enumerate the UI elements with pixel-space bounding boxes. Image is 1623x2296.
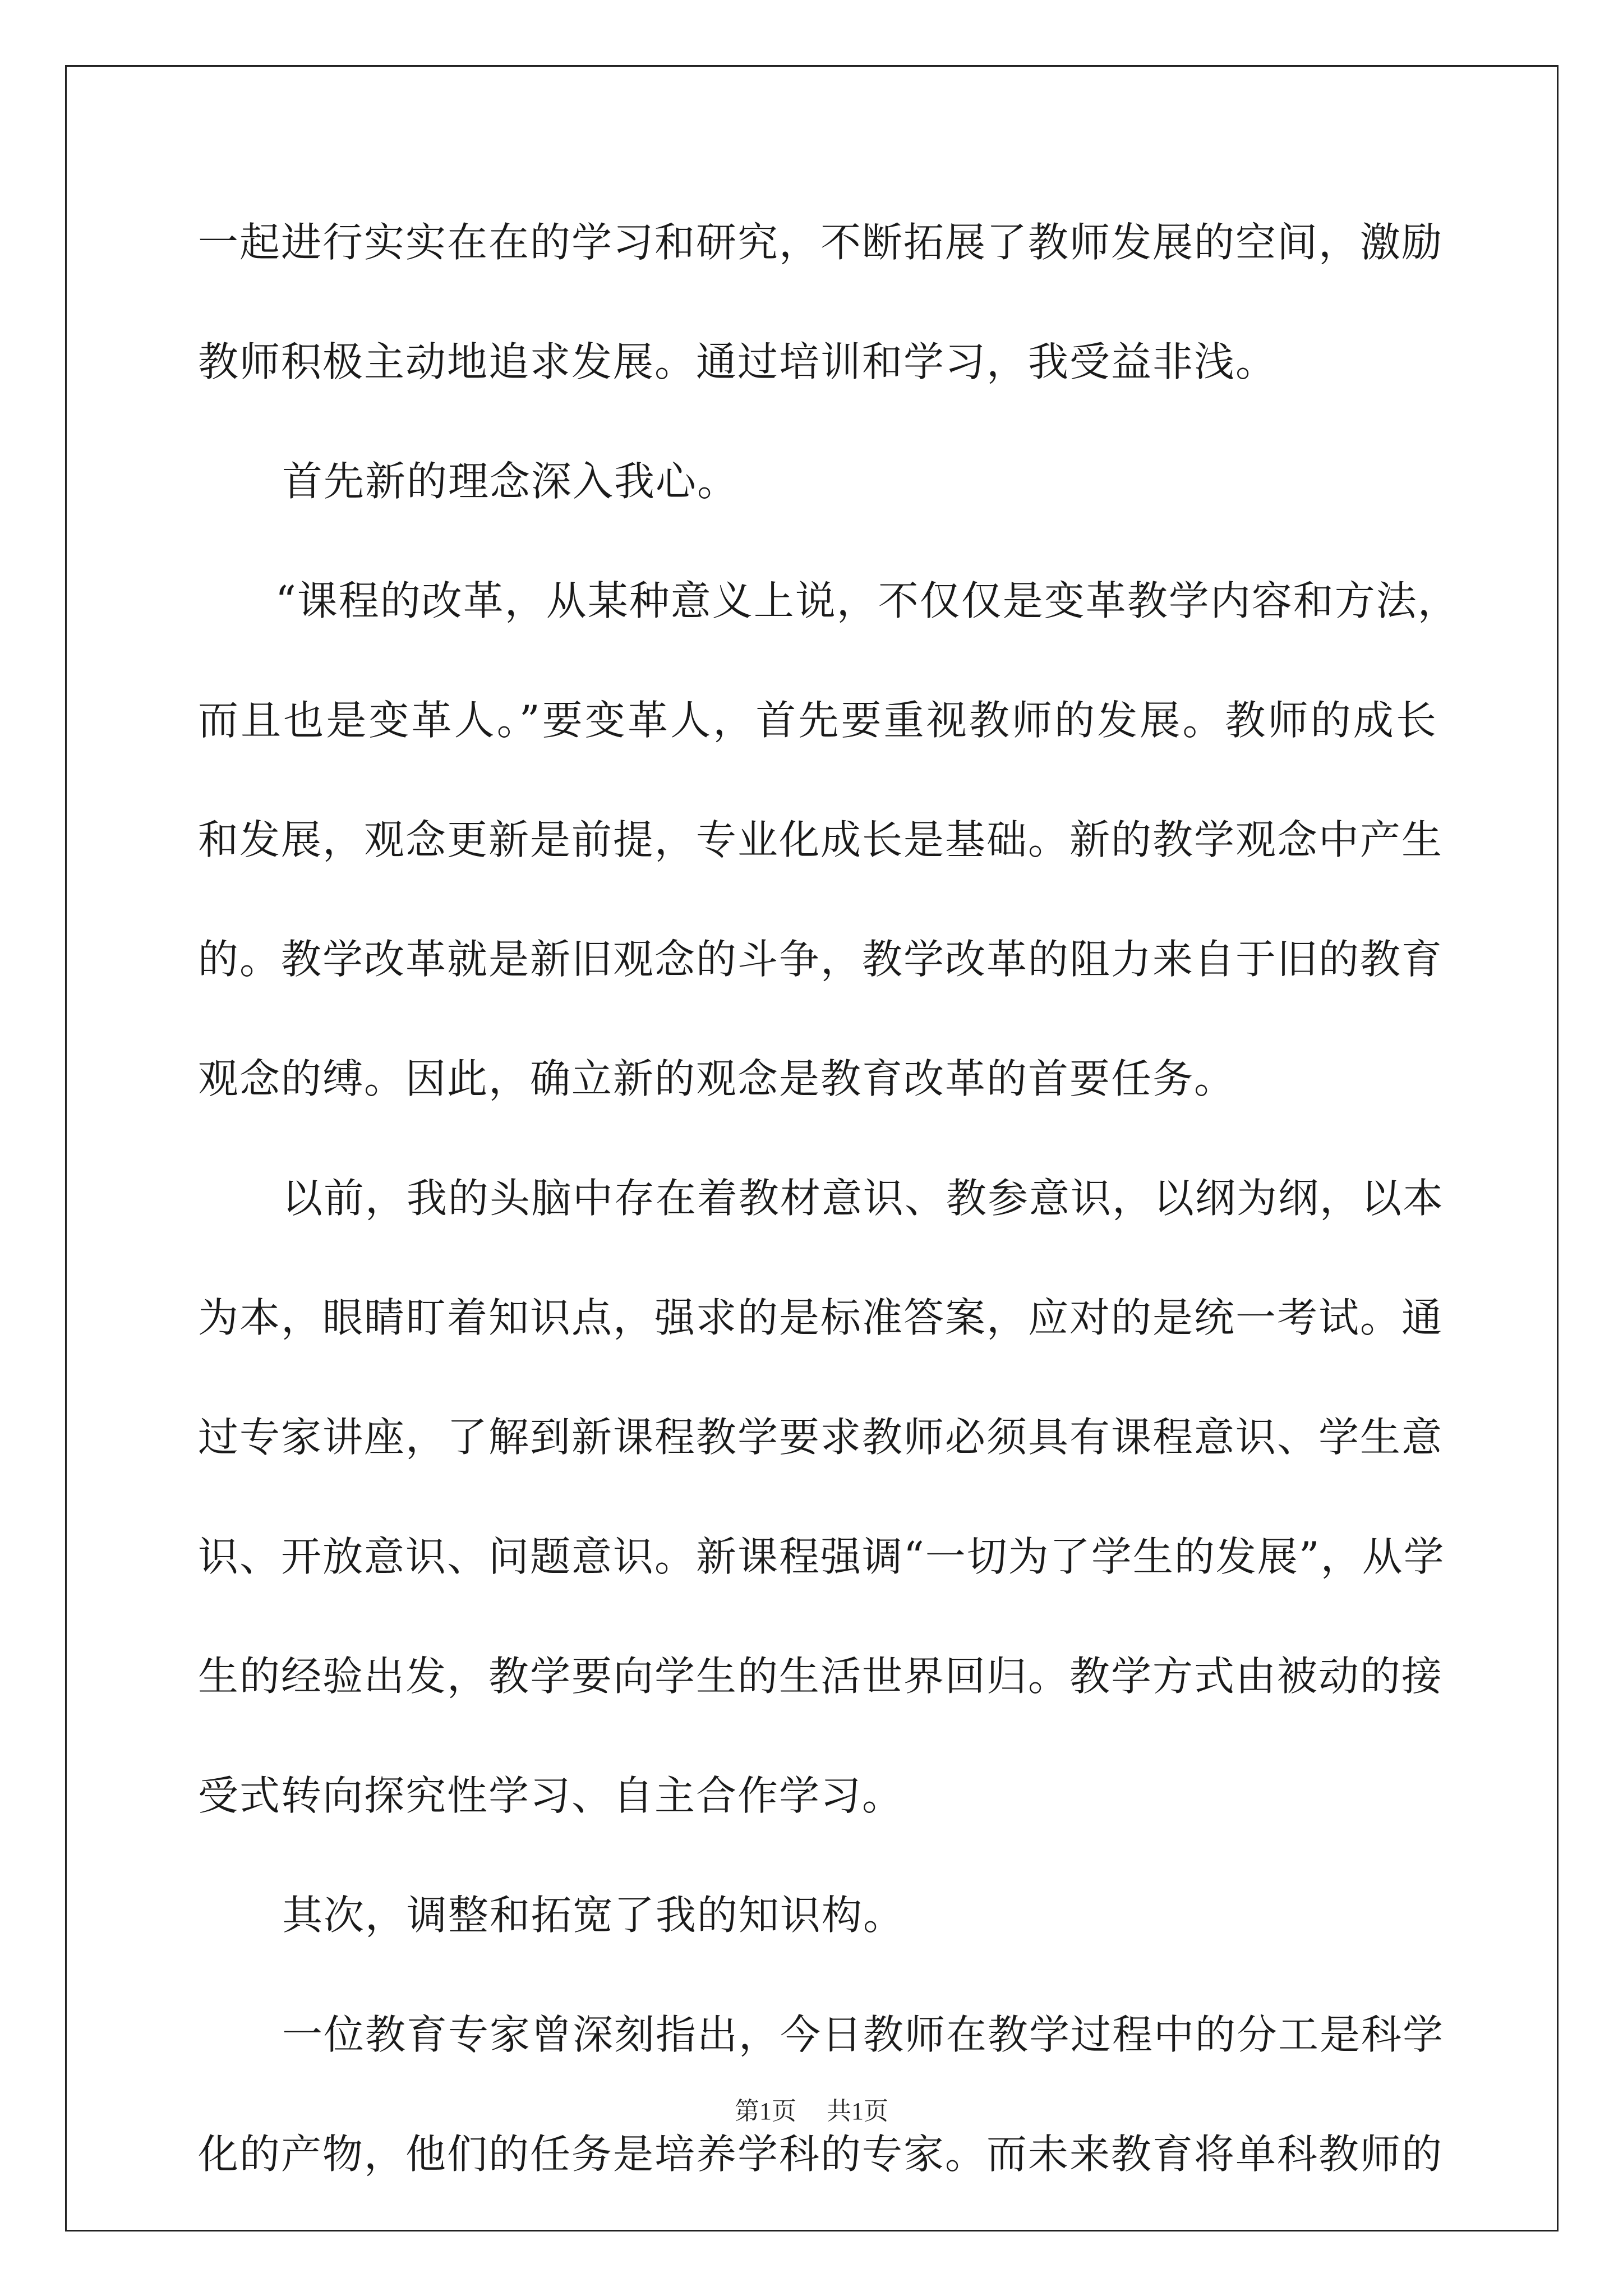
text-line: 以前，我的头脑中存在着教材意识、教参意识，以纲为纲，以本	[282, 1175, 1445, 1222]
text-line: “课程的改革，从某种意义上说，不仅仅是变革教学内容和方法，	[275, 577, 1459, 624]
page-footer	[0, 2095, 1623, 2128]
text-line: 一起进行实实在在的学习和研究，不断拓展了教师发展的空间，激励	[198, 219, 1444, 266]
text-line: 而且也是变革人。”要变革人，首先要重视教师的发展。教师的成长	[198, 697, 1437, 744]
text-line: 受式转向探究性学习、自主合作学习。	[198, 1772, 904, 1819]
text-line: 识、开放意识、问题意识。新课程强调“一切为了学生的发展”，从学	[198, 1533, 1445, 1580]
total-page-count: 共1页	[827, 2097, 888, 2125]
text-line: 的。教学改革就是新旧观念的斗争，教学改革的阻力来自于旧的教育	[198, 936, 1444, 983]
text-line: 生的经验出发，教学要向学生的生活世界回归。教学方式由被动的接	[198, 1653, 1444, 1700]
text-line: 化的产物，他们的任务是培养学科的专家。而未来教育将单科教师的	[198, 2131, 1444, 2178]
section-heading: 其次，调整和拓宽了我的知识构。	[282, 1892, 905, 1939]
document-body	[198, 209, 1459, 2240]
text-line: 一位教育专家曾深刻指出，今日教师在教学过程中的分工是科学	[282, 2011, 1445, 2058]
text-line: 和发展，观念更新是前提，专业化成长是基础。新的教学观念中产生	[198, 816, 1444, 863]
text-line: 为本，眼睛盯着知识点，强求的是标准答案，应对的是统一考试。通	[198, 1294, 1444, 1341]
text-line: 观念的缚。因此，确立新的观念是教育改革的首要任务。	[198, 1055, 1236, 1102]
text-line: 过专家讲座，了解到新课程教学要求教师必须具有课程意识、学生意	[198, 1414, 1444, 1461]
text-line: 教师积极主动地追求发展。通过培训和学习，我受益非浅。	[198, 338, 1278, 385]
section-heading: 首先新的理念深入我心。	[282, 458, 739, 505]
current-page-number: 第1页	[735, 2097, 796, 2125]
